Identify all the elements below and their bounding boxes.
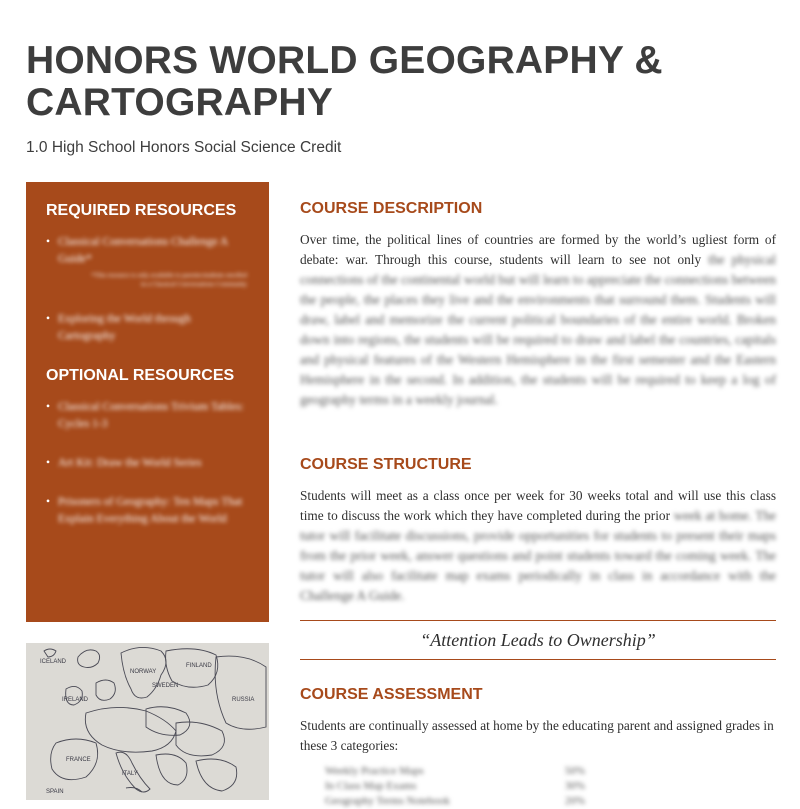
required-resources-list — [46, 234, 251, 345]
grade-weight: 30% — [564, 780, 585, 792]
course-assessment-section — [300, 686, 776, 809]
resource-label: Classical Conversations Challenge A Guide* — [58, 236, 228, 265]
course-structure-heading: COURSE STRUCTURE — [300, 456, 472, 473]
required-resource-item — [46, 311, 251, 345]
map-label: FRANCE — [66, 757, 91, 763]
course-structure-text — [300, 486, 776, 606]
resources-sidebar — [26, 182, 269, 622]
map-label: IRELAND — [62, 697, 89, 703]
quote-banner: “Attention Leads to Ownership” — [300, 620, 776, 660]
map-label: FINLAND — [186, 663, 212, 669]
optional-resource-item — [46, 455, 251, 472]
course-assessment-text: Students are continually assessed at home by the educating parent and assigned grades in these 3 categories: — [300, 718, 774, 753]
resource-label: Classical Conversations Trivium Tables: Cycles 1-3 — [58, 401, 244, 430]
map-label: SWEDEN — [152, 683, 179, 689]
grade-category: Geography Terms Notebook — [325, 795, 450, 807]
map-label: ICELAND — [40, 659, 67, 665]
course-structure-clear: Students will meet as a class once per week for 30 weeks total and will use this class time to discuss the work which they have completed during the prior — [300, 488, 776, 523]
required-resources-heading: REQUIRED RESOURCES — [46, 202, 237, 219]
grade-category: In Class Map Exams — [325, 780, 417, 792]
course-description-heading: COURSE DESCRIPTION — [300, 200, 483, 217]
course-assessment-heading: COURSE ASSESSMENT — [300, 686, 483, 703]
required-resource-item — [46, 234, 251, 289]
map-drawing — [26, 643, 269, 800]
course-description-clear: Over time, the political lines of countries are formed by the world’s ugliest form of debate: war. Through this course, students will learn to see not only — [300, 232, 776, 267]
resource-label: Exploring the World through Cartography — [58, 313, 191, 342]
grade-row — [325, 794, 585, 809]
course-description-text — [300, 230, 776, 410]
map-label: SPAIN — [46, 789, 64, 795]
optional-resource-item — [46, 399, 251, 433]
resource-label: Prisoners of Geography: Ten Maps That Explain Everything About the World — [58, 496, 243, 525]
course-description-blurred: the physical connections of the continental world but will learn to appreciate the connections between the people, the places they live and the environments that surround them. Students will draw, label and memorize the current political boundaries of the entire world. Broken down into regions, the students will be required to draw and label the countries, capitals and physical features of the Western Hemisphere in the first semester and the Eastern Hemisphere in the second. In addition, the students will be required to keep a log of geography terms in a weekly journal. — [300, 252, 776, 407]
optional-resource-item — [46, 494, 251, 528]
map-label: RUSSIA — [232, 697, 255, 703]
resource-footnote: *This resource is only available to parents/students enrolled in a Classical Conversations Community — [91, 272, 247, 288]
map-label: NORWAY — [130, 669, 157, 675]
grade-category: Weekly Practice Maps — [325, 765, 424, 777]
grade-weight: 50% — [564, 765, 585, 777]
course-structure-blurred: week at home. The tutor will facilitate discussions, provide opportunities for students to present their maps from the prior week, answer questions and point students toward the coming week. The tutor will also facilitate map exams periodically in class in accordance with the Challenge A Guide. — [300, 508, 776, 603]
optional-resources-heading: OPTIONAL RESOURCES — [46, 367, 235, 384]
grade-weight: 20% — [564, 795, 585, 807]
page-subtitle: 1.0 High School Honors Social Science Credit — [26, 139, 342, 156]
grade-row — [325, 779, 585, 794]
map-label: ITALY — [122, 771, 138, 777]
course-structure-section — [300, 456, 776, 606]
grade-weights-table — [325, 764, 585, 809]
resource-label: Art Kit: Draw the World Series — [58, 457, 202, 469]
optional-resources-list — [46, 399, 251, 528]
course-description-section — [300, 200, 776, 410]
page-title: HONORS WORLD GEOGRAPHY & CARTOGRAPHY — [26, 39, 663, 124]
hand-drawn-map-photo — [26, 643, 269, 800]
grade-row — [325, 764, 585, 779]
